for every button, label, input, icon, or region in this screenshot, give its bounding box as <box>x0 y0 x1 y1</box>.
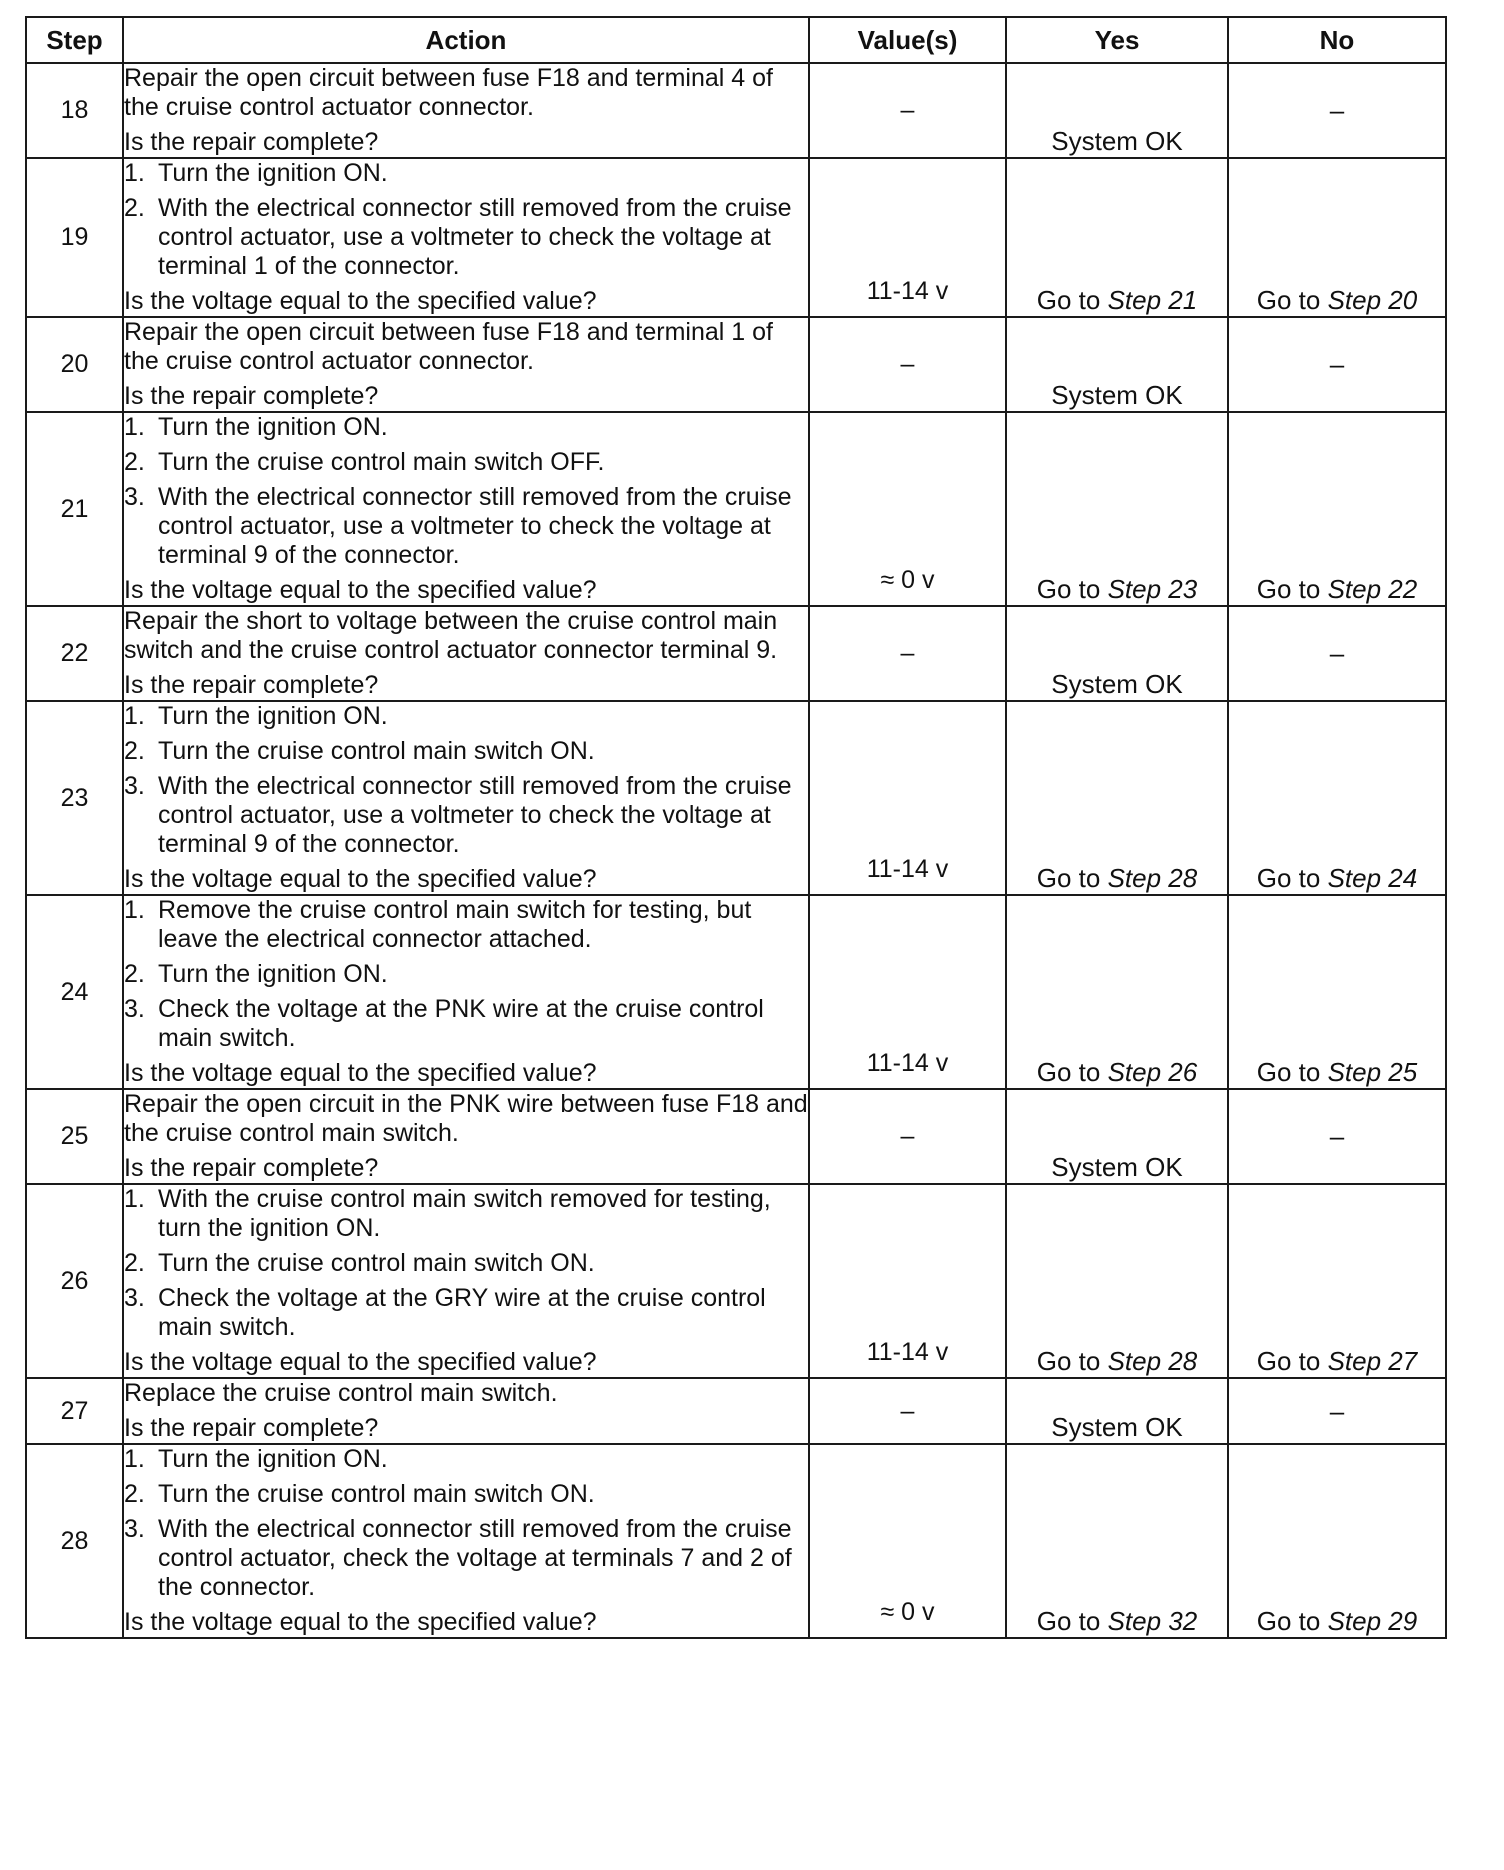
no-result <box>1228 1184 1446 1378</box>
action-step-number: 2. <box>124 1480 145 1508</box>
no-result <box>1228 701 1446 895</box>
go-to-text: Go to <box>1256 574 1328 604</box>
no-result <box>1228 412 1446 606</box>
action-step-item <box>124 1284 808 1342</box>
yes-result <box>1006 1184 1228 1378</box>
no-result: – <box>1228 606 1446 701</box>
action-step-text: Remove the cruise control main switch for testing, but leave the electrical connector attached. <box>158 896 752 953</box>
step-reference: Step 24 <box>1327 863 1418 893</box>
yes-result-link <box>1037 1057 1197 1087</box>
diagnostic-table <box>25 16 1447 1639</box>
no-result <box>1228 1444 1446 1638</box>
action-step-item <box>124 448 808 477</box>
action-step-number: 2. <box>124 737 145 765</box>
action-text: Repair the open circuit between fuse F18 and terminal 4 of the cruise control actuator connector. <box>124 64 773 121</box>
yes-result-link <box>1037 285 1197 315</box>
table-header-row <box>26 17 1446 63</box>
action-step-item <box>124 772 808 859</box>
specified-value: – <box>809 606 1006 701</box>
action-question: Is the voltage equal to the specified value? <box>124 1608 597 1636</box>
action-step-text: Check the voltage at the GRY wire at the cruise control main switch. <box>158 1284 766 1341</box>
specified-value: 11-14 v <box>809 1184 1006 1378</box>
action-step-number: 2. <box>124 448 145 476</box>
go-to-text: Go to <box>1256 285 1328 315</box>
action-step-text: Turn the ignition ON. <box>158 159 388 187</box>
no-result-link <box>1257 1057 1417 1087</box>
action-step-number: 1. <box>124 1185 145 1213</box>
action-step-item <box>124 159 808 188</box>
yes-result <box>1006 1444 1228 1638</box>
step-number: 28 <box>26 1444 123 1638</box>
yes-result-link <box>1037 863 1197 893</box>
action-step-text: With the electrical connector still removed from the cruise control actuator, use a voltmeter to check the voltage at terminal 9 of the connector. <box>158 483 792 569</box>
go-to-text: Go to <box>1036 1057 1108 1087</box>
action-step-text: With the electrical connector still removed from the cruise control actuator, use a voltmeter to check the voltage at terminal 1 of the connector. <box>158 194 792 280</box>
action-cell <box>123 1089 809 1184</box>
step-reference: Step 22 <box>1327 574 1418 604</box>
action-cell <box>123 895 809 1089</box>
step-number: 24 <box>26 895 123 1089</box>
go-to-text: Go to <box>1036 863 1108 893</box>
action-step-item <box>124 737 808 766</box>
no-result-link <box>1257 1346 1417 1376</box>
action-step-text: With the electrical connector still removed from the cruise control actuator, use a voltmeter to check the voltage at terminal 9 of the connector. <box>158 772 792 858</box>
yes-result <box>1006 412 1228 606</box>
header-step: Step <box>26 17 123 63</box>
action-step-item <box>124 1480 808 1509</box>
step-number: 20 <box>26 317 123 412</box>
step-number: 23 <box>26 701 123 895</box>
specified-value: – <box>809 1378 1006 1444</box>
step-reference: Step 27 <box>1327 1346 1418 1376</box>
yes-result-link <box>1037 574 1197 604</box>
yes-result: System OK <box>1006 1378 1228 1444</box>
table-row <box>26 701 1446 895</box>
action-step-text: Turn the ignition ON. <box>158 413 388 441</box>
action-step-text: With the cruise control main switch removed for testing, turn the ignition ON. <box>158 1185 771 1242</box>
step-reference: Step 20 <box>1327 285 1418 315</box>
action-step-number: 3. <box>124 483 145 511</box>
action-step-text: Turn the ignition ON. <box>158 960 388 988</box>
action-question: Is the voltage equal to the specified value? <box>124 1348 597 1376</box>
table-row <box>26 1184 1446 1378</box>
action-text: Repair the short to voltage between the cruise control main switch and the cruise control actuator connector terminal 9. <box>124 607 778 664</box>
table-row <box>26 158 1446 317</box>
action-cell <box>123 412 809 606</box>
action-text: Repair the open circuit in the PNK wire between fuse F18 and the cruise control main switch. <box>124 1090 808 1147</box>
specified-value: 11-14 v <box>809 895 1006 1089</box>
specified-value: – <box>809 1089 1006 1184</box>
header-action: Action <box>123 17 809 63</box>
action-question: Is the voltage equal to the specified value? <box>124 576 597 604</box>
action-question: Is the voltage equal to the specified value? <box>124 865 597 893</box>
step-reference: Step 28 <box>1107 863 1198 893</box>
no-result: – <box>1228 1378 1446 1444</box>
action-step-item <box>124 194 808 281</box>
go-to-text: Go to <box>1036 1346 1108 1376</box>
go-to-text: Go to <box>1256 1057 1328 1087</box>
table-row <box>26 1089 1446 1184</box>
specified-value: ≈ 0 v <box>809 412 1006 606</box>
action-cell <box>123 317 809 412</box>
go-to-text: Go to <box>1036 574 1108 604</box>
yes-result <box>1006 701 1228 895</box>
specified-value: – <box>809 317 1006 412</box>
no-result: – <box>1228 317 1446 412</box>
step-reference: Step 21 <box>1107 285 1198 315</box>
action-step-number: 1. <box>124 1445 145 1473</box>
step-reference: Step 32 <box>1107 1606 1198 1636</box>
specified-value: 11-14 v <box>809 701 1006 895</box>
action-question: Is the repair complete? <box>124 382 379 410</box>
action-step-number: 3. <box>124 1284 145 1312</box>
action-step-text: Turn the cruise control main switch ON. <box>158 1480 595 1508</box>
step-number: 19 <box>26 158 123 317</box>
no-result: – <box>1228 63 1446 158</box>
action-cell <box>123 1184 809 1378</box>
yes-result-link <box>1037 1346 1197 1376</box>
table-body <box>26 63 1446 1638</box>
table-row <box>26 895 1446 1089</box>
step-reference: Step 25 <box>1327 1057 1418 1087</box>
specified-value: – <box>809 63 1006 158</box>
no-result <box>1228 895 1446 1089</box>
table-row <box>26 1378 1446 1444</box>
action-cell <box>123 1444 809 1638</box>
action-step-text: Check the voltage at the PNK wire at the cruise control main switch. <box>158 995 764 1052</box>
action-question: Is the repair complete? <box>124 128 379 156</box>
action-step-item <box>124 1515 808 1602</box>
yes-result <box>1006 158 1228 317</box>
table-row <box>26 63 1446 158</box>
action-question: Is the voltage equal to the specified value? <box>124 1059 597 1087</box>
step-number: 22 <box>26 606 123 701</box>
action-step-item <box>124 995 808 1053</box>
step-reference: Step 29 <box>1327 1606 1418 1636</box>
action-cell <box>123 158 809 317</box>
diagnostic-table-sheet <box>25 16 1445 1639</box>
action-step-number: 2. <box>124 960 145 988</box>
action-step-text: Turn the ignition ON. <box>158 1445 388 1473</box>
yes-result: System OK <box>1006 1089 1228 1184</box>
action-text: Replace the cruise control main switch. <box>124 1379 558 1407</box>
action-step-text: Turn the cruise control main switch ON. <box>158 1249 595 1277</box>
action-step-item <box>124 1185 808 1243</box>
step-reference: Step 23 <box>1107 574 1198 604</box>
action-step-item <box>124 483 808 570</box>
yes-result: System OK <box>1006 317 1228 412</box>
action-step-number: 3. <box>124 995 145 1023</box>
action-step-item <box>124 960 808 989</box>
action-step-number: 2. <box>124 1249 145 1277</box>
action-step-item <box>124 896 808 954</box>
action-question: Is the voltage equal to the specified value? <box>124 287 597 315</box>
specified-value: ≈ 0 v <box>809 1444 1006 1638</box>
action-step-number: 3. <box>124 772 145 800</box>
go-to-text: Go to <box>1256 863 1328 893</box>
go-to-text: Go to <box>1256 1606 1328 1636</box>
action-step-item <box>124 1445 808 1474</box>
action-question: Is the repair complete? <box>124 1414 379 1442</box>
action-cell <box>123 606 809 701</box>
action-step-item <box>124 1249 808 1278</box>
action-step-number: 1. <box>124 413 145 441</box>
step-number: 21 <box>26 412 123 606</box>
header-no: No <box>1228 17 1446 63</box>
yes-result: System OK <box>1006 63 1228 158</box>
no-result <box>1228 158 1446 317</box>
action-text: Repair the open circuit between fuse F18 and terminal 1 of the cruise control actuator connector. <box>124 318 773 375</box>
action-step-number: 1. <box>124 159 145 187</box>
table-row <box>26 606 1446 701</box>
step-reference: Step 28 <box>1107 1346 1198 1376</box>
yes-result: System OK <box>1006 606 1228 701</box>
yes-result <box>1006 895 1228 1089</box>
action-step-text: Turn the ignition ON. <box>158 702 388 730</box>
action-cell <box>123 1378 809 1444</box>
no-result-link <box>1257 574 1417 604</box>
step-number: 18 <box>26 63 123 158</box>
action-question: Is the repair complete? <box>124 671 379 699</box>
action-cell <box>123 701 809 895</box>
action-step-number: 3. <box>124 1515 145 1543</box>
header-values: Value(s) <box>809 17 1006 63</box>
action-cell <box>123 63 809 158</box>
action-step-item <box>124 413 808 442</box>
header-yes: Yes <box>1006 17 1228 63</box>
step-number: 27 <box>26 1378 123 1444</box>
specified-value: 11-14 v <box>809 158 1006 317</box>
action-step-text: Turn the cruise control main switch ON. <box>158 737 595 765</box>
no-result-link <box>1257 285 1417 315</box>
action-step-number: 1. <box>124 896 145 924</box>
table-row <box>26 317 1446 412</box>
no-result-link <box>1257 1606 1417 1636</box>
go-to-text: Go to <box>1036 285 1108 315</box>
action-step-text: Turn the cruise control main switch OFF. <box>158 448 605 476</box>
step-number: 26 <box>26 1184 123 1378</box>
action-step-text: With the electrical connector still removed from the cruise control actuator, check the voltage at terminals 7 and 2 of the connector. <box>158 1515 792 1601</box>
step-reference: Step 26 <box>1107 1057 1198 1087</box>
action-step-number: 2. <box>124 194 145 222</box>
action-step-item <box>124 702 808 731</box>
action-step-number: 1. <box>124 702 145 730</box>
table-row <box>26 1444 1446 1638</box>
go-to-text: Go to <box>1036 1606 1108 1636</box>
no-result-link <box>1257 863 1417 893</box>
step-number: 25 <box>26 1089 123 1184</box>
yes-result-link <box>1037 1606 1197 1636</box>
go-to-text: Go to <box>1256 1346 1328 1376</box>
no-result: – <box>1228 1089 1446 1184</box>
table-row <box>26 412 1446 606</box>
action-question: Is the repair complete? <box>124 1154 379 1182</box>
